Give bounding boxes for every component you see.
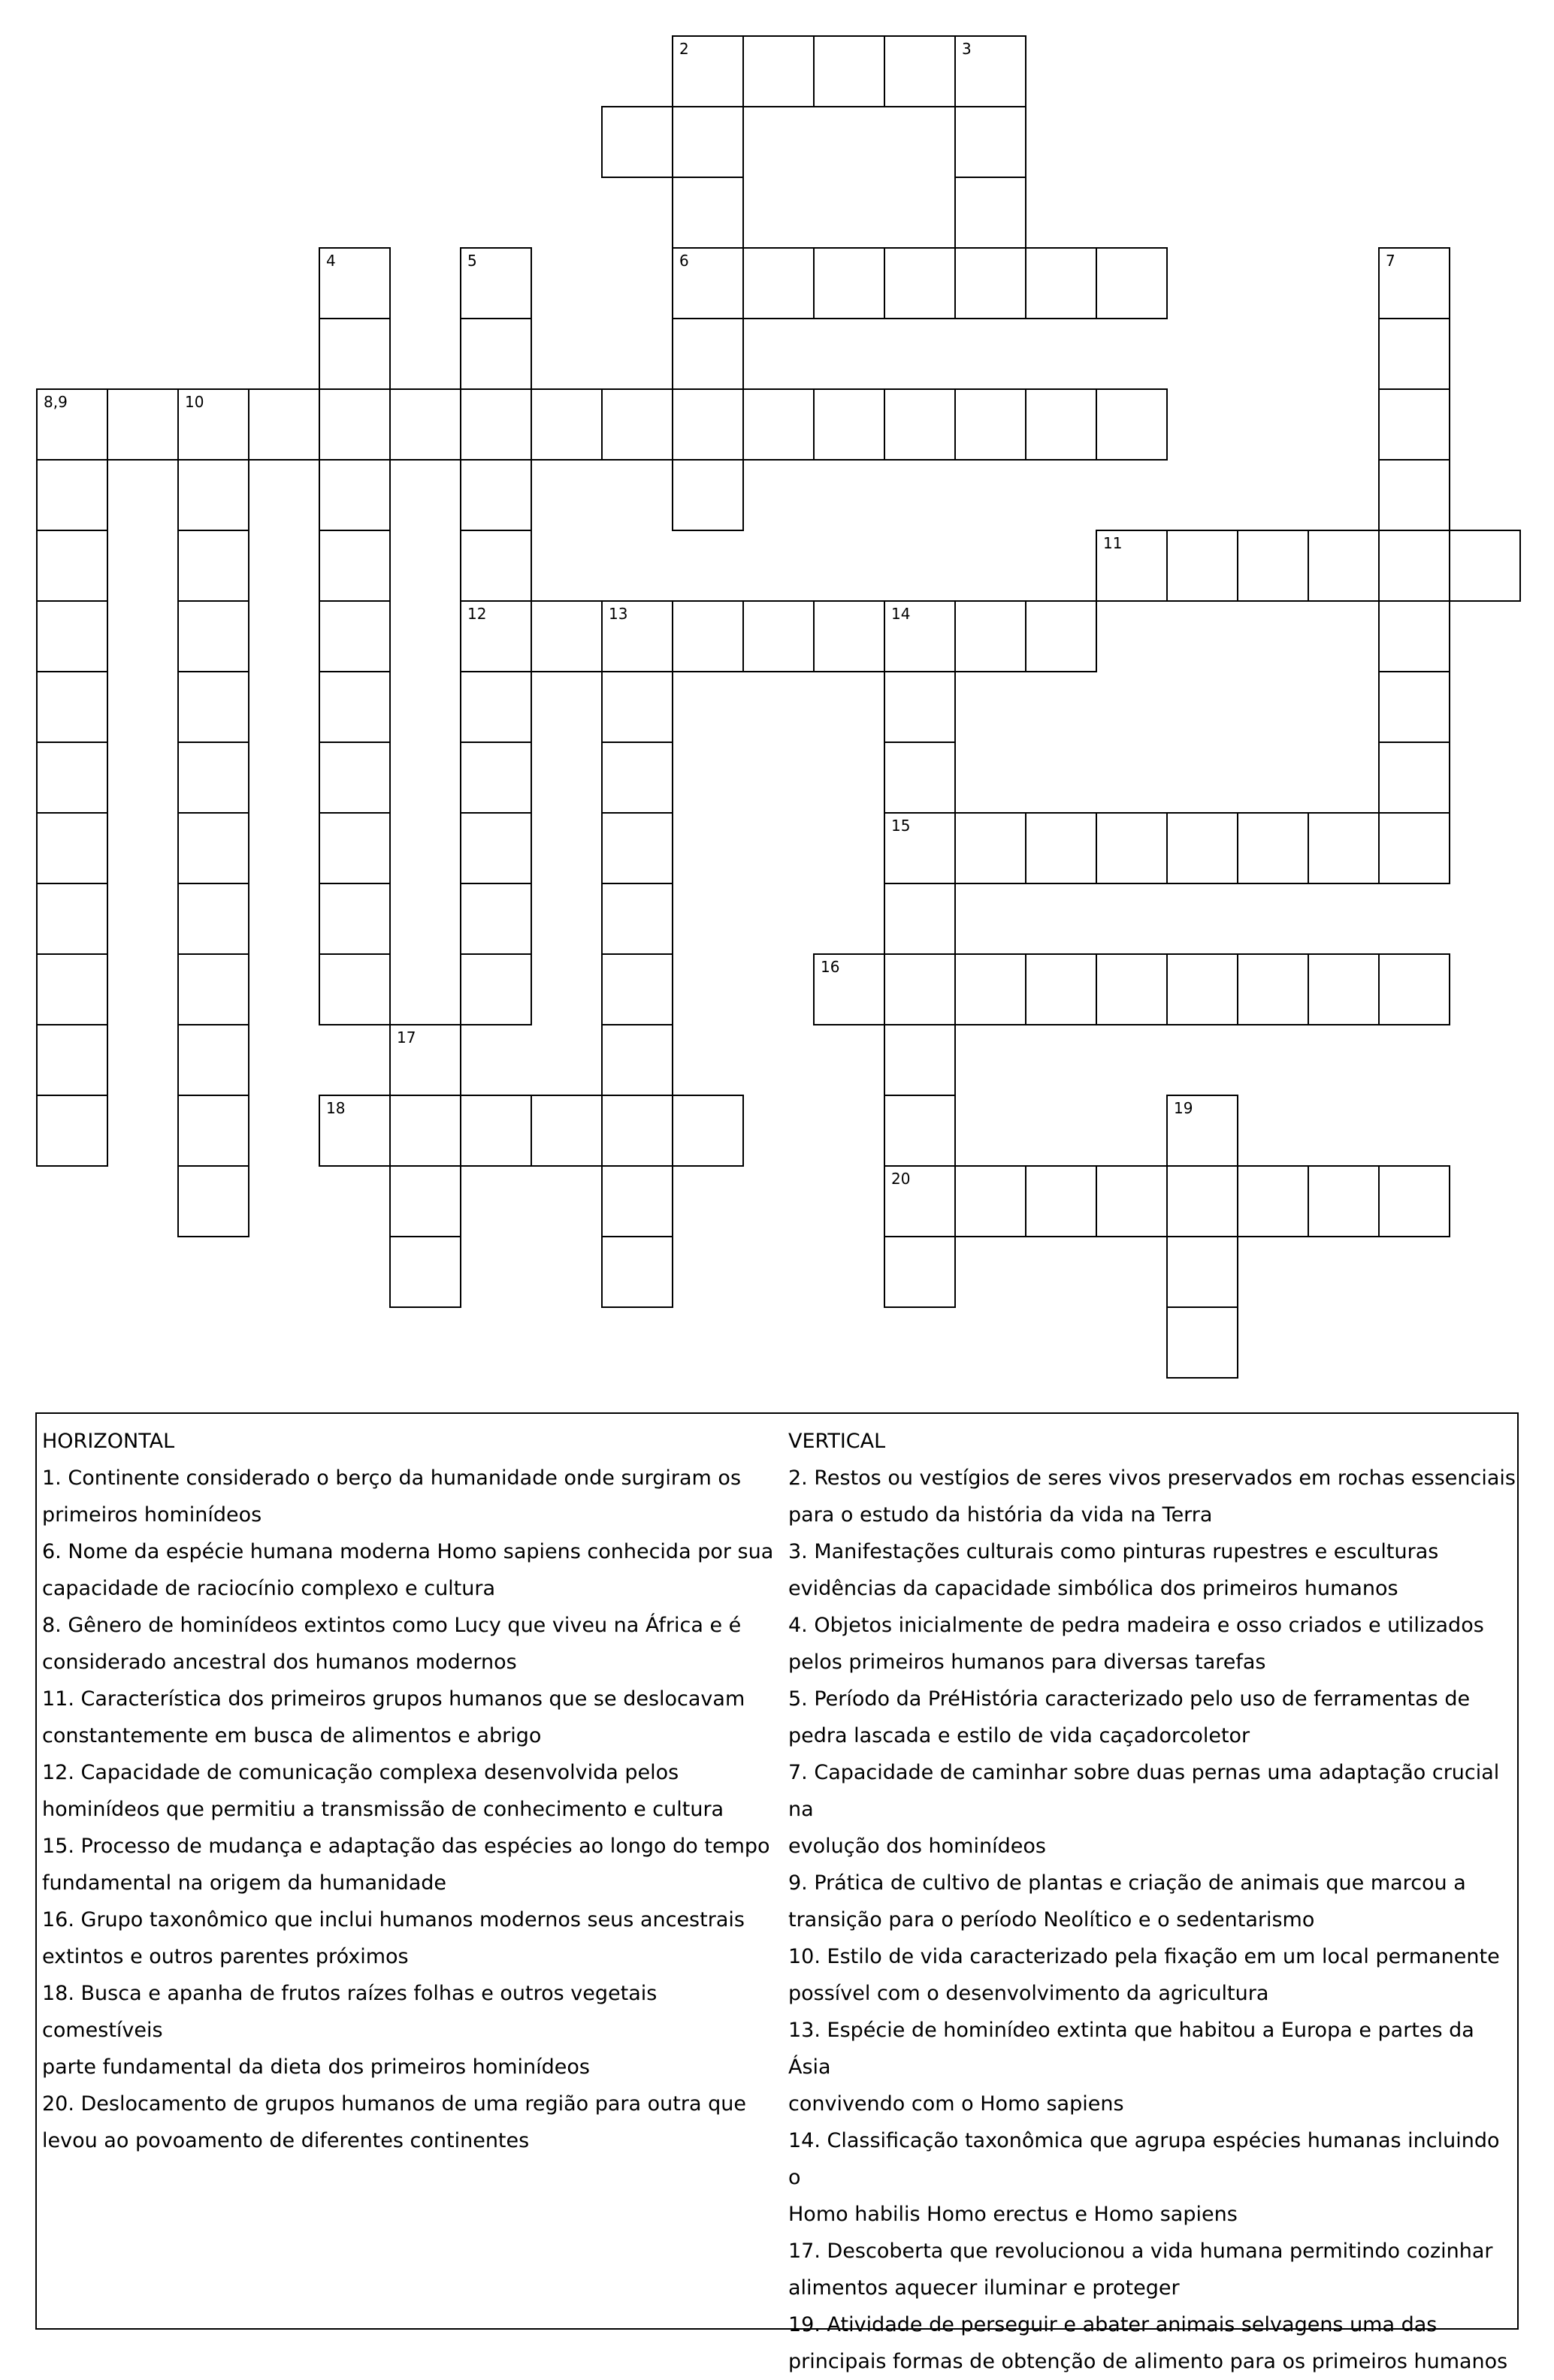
crossword-cell[interactable] <box>884 247 956 319</box>
crossword-cell[interactable] <box>884 741 956 814</box>
crossword-cell[interactable] <box>954 177 1026 249</box>
crossword-cell[interactable] <box>672 388 744 461</box>
crossword-cell[interactable] <box>36 741 108 814</box>
crossword-cell[interactable] <box>1308 1165 1380 1237</box>
crossword-cell[interactable] <box>672 35 744 107</box>
clue-number: 3 <box>962 40 972 58</box>
crossword-cell[interactable] <box>319 318 391 390</box>
crossword-cell[interactable] <box>672 106 744 178</box>
vertical-clue-19: 19. Atividade de perseguir e abater animais selvagens uma das principais formas de obtenção de alimento para os primeiros humanos <box>788 2313 1508 2373</box>
crossword-cell[interactable] <box>319 671 391 743</box>
clue-number: 8,9 <box>44 393 68 411</box>
crossword-cell[interactable] <box>1025 247 1097 319</box>
horizontal-clue-8: 8. Gênero de hominídeos extintos como Lucy que viveu na África e é considerado ancestral dos humanos modernos <box>42 1614 742 1674</box>
crossword-cell[interactable] <box>460 247 532 319</box>
crossword-cell[interactable] <box>1025 953 1097 1025</box>
crossword-cell[interactable] <box>672 247 744 319</box>
clue-number: 13 <box>609 605 628 623</box>
clue-number: 16 <box>821 958 840 976</box>
crossword-cell[interactable] <box>954 247 1026 319</box>
crossword-cell[interactable] <box>36 459 108 531</box>
crossword-cell[interactable] <box>672 600 744 672</box>
crossword-cell[interactable] <box>601 388 673 461</box>
crossword-cell[interactable] <box>1378 953 1450 1025</box>
crossword-cell[interactable] <box>319 388 391 461</box>
vertical-clue-5: 5. Período da PréHistória caracterizado pelo uso de ferramentas de pedra lascada e estilo de vida caçadorcoletor <box>788 1687 1471 1747</box>
crossword-cell[interactable] <box>177 812 249 884</box>
crossword-cell[interactable] <box>36 530 108 602</box>
clue-number: 18 <box>326 1099 346 1117</box>
crossword-cell[interactable] <box>177 741 249 814</box>
crossword-cell[interactable] <box>1166 812 1238 884</box>
crossword-cell[interactable] <box>1025 1165 1097 1237</box>
crossword-cell[interactable] <box>884 953 956 1025</box>
crossword-cell[interactable] <box>177 530 249 602</box>
crossword-cell[interactable] <box>1378 1165 1450 1237</box>
horizontal-clue-11: 11. Característica dos primeiros grupos humanos que se deslocavam constantemente em busca de alimentos e abrigo <box>42 1687 745 1747</box>
crossword-cell[interactable] <box>319 459 391 531</box>
crossword-cell[interactable] <box>1166 1165 1238 1237</box>
crossword-cell[interactable] <box>601 600 673 672</box>
crossword-cell[interactable] <box>672 318 744 390</box>
crossword-cell[interactable] <box>460 671 532 743</box>
crossword-cell[interactable] <box>36 812 108 884</box>
crossword-cell[interactable] <box>389 1236 461 1308</box>
crossword-cell[interactable] <box>1308 530 1380 602</box>
crossword-cell[interactable] <box>107 388 179 461</box>
crossword-cell[interactable] <box>601 1165 673 1237</box>
crossword-cell[interactable] <box>1378 247 1450 319</box>
crossword-cell[interactable] <box>1237 530 1309 602</box>
crossword-cell[interactable] <box>177 388 249 461</box>
clue-number: 6 <box>679 252 689 270</box>
crossword-cell[interactable] <box>742 600 815 672</box>
crossword-cell[interactable] <box>36 953 108 1025</box>
vertical-heading: VERTICAL <box>788 1430 886 1453</box>
crossword-cell[interactable] <box>460 459 532 531</box>
crossword-cell[interactable] <box>1378 600 1450 672</box>
clue-number: 15 <box>891 817 911 835</box>
crossword-cell[interactable] <box>1237 953 1309 1025</box>
crossword-cell[interactable] <box>460 388 532 461</box>
crossword-cell[interactable] <box>954 106 1026 178</box>
crossword-cell[interactable] <box>460 318 532 390</box>
crossword-cell[interactable] <box>1096 1165 1168 1237</box>
crossword-cell[interactable] <box>884 35 956 107</box>
crossword-cell[interactable] <box>601 1095 673 1167</box>
crossword-cell[interactable] <box>884 1236 956 1308</box>
crossword-cell[interactable] <box>1025 600 1097 672</box>
crossword-cell[interactable] <box>36 388 108 461</box>
clue-number: 17 <box>397 1028 416 1047</box>
clue-number: 14 <box>891 605 911 623</box>
crossword-cell[interactable] <box>1237 812 1309 884</box>
crossword-cell[interactable] <box>36 1095 108 1167</box>
crossword-cell[interactable] <box>1166 530 1238 602</box>
crossword-cell[interactable] <box>531 388 603 461</box>
crossword-cell[interactable] <box>1166 1306 1238 1379</box>
clue-number: 20 <box>891 1170 911 1188</box>
crossword-cell[interactable] <box>389 1095 461 1167</box>
crossword-cell[interactable] <box>742 35 815 107</box>
crossword-cell[interactable] <box>813 600 885 672</box>
crossword-cell[interactable] <box>884 1024 956 1096</box>
vertical-clue-3: 3. Manifestações culturais como pinturas rupestres e esculturas evidências da capacidade simbólica dos primeiros humanos <box>788 1540 1439 1600</box>
crossword-cell[interactable] <box>884 600 956 672</box>
horizontal-clue-15: 15. Processo de mudança e adaptação das espécies ao longo do tempo fundamental na origem da humanidade <box>42 1835 770 1895</box>
crossword-cell[interactable] <box>884 1165 956 1237</box>
crossword-cell[interactable] <box>601 741 673 814</box>
crossword-cell[interactable] <box>319 1095 391 1167</box>
horizontal-heading: HORIZONTAL <box>42 1430 175 1453</box>
crossword-cell[interactable] <box>1378 741 1450 814</box>
crossword-cell[interactable] <box>672 1095 744 1167</box>
horizontal-clue-1: 1. Continente considerado o berço da humanidade onde surgiram os primeiros hominídeos <box>42 1466 742 1527</box>
vertical-clue-10: 10. Estilo de vida caracterizado pela fixação em um local permanente possível com o desenvolvimento da agricultura <box>788 1945 1500 2005</box>
crossword-cell[interactable] <box>177 1095 249 1167</box>
crossword-cell[interactable] <box>884 1095 956 1167</box>
crossword-cell[interactable] <box>177 883 249 955</box>
crossword-cell[interactable] <box>531 600 603 672</box>
crossword-cell[interactable] <box>813 35 885 107</box>
crossword-cell[interactable] <box>1096 388 1168 461</box>
crossword-cell[interactable] <box>601 106 673 178</box>
crossword-cell[interactable] <box>36 600 108 672</box>
clue-number: 19 <box>1174 1099 1193 1117</box>
crossword-cell[interactable] <box>389 1024 461 1096</box>
crossword-cell[interactable] <box>36 671 108 743</box>
crossword-cell[interactable] <box>813 953 885 1025</box>
crossword-cell[interactable] <box>954 1165 1026 1237</box>
clue-number: 5 <box>467 252 477 270</box>
crossword-cell[interactable] <box>1237 1165 1309 1237</box>
crossword-cell[interactable] <box>1166 1095 1238 1167</box>
crossword-cell[interactable] <box>1096 530 1168 602</box>
crossword-cell[interactable] <box>1378 671 1450 743</box>
crossword-cell[interactable] <box>36 1024 108 1096</box>
clue-number: 7 <box>1386 252 1395 270</box>
crossword-cell[interactable] <box>954 953 1026 1025</box>
crossword-cell[interactable] <box>389 1165 461 1237</box>
vertical-clue-2: 2. Restos ou vestígios de seres vivos preservados em rochas essenciais para o estudo da história da vida na Terra <box>788 1466 1516 1527</box>
crossword-cell[interactable] <box>813 247 885 319</box>
crossword-cell[interactable] <box>601 671 673 743</box>
clues-box <box>35 1412 1519 2373</box>
crossword-cell[interactable] <box>460 1095 532 1167</box>
crossword-cell[interactable] <box>742 388 815 461</box>
crossword-cell[interactable] <box>601 953 673 1025</box>
vertical-clue-9: 9. Prática de cultivo de plantas e criação de animais que marcou a transição para o período Neolítico e o sedentarismo <box>788 1871 1466 1931</box>
crossword-cell[interactable] <box>460 812 532 884</box>
crossword-cell[interactable] <box>177 671 249 743</box>
crossword-cell[interactable] <box>954 600 1026 672</box>
crossword-cell[interactable] <box>954 812 1026 884</box>
crossword-cell[interactable] <box>319 600 391 672</box>
crossword-cell[interactable] <box>460 741 532 814</box>
crossword-cell[interactable] <box>319 741 391 814</box>
horizontal-clue-12: 12. Capacidade de comunicação complexa desenvolvida pelos hominídeos que permitiu a transmissão de conhecimento e cultura <box>42 1761 724 1821</box>
crossword-cell[interactable] <box>531 1095 603 1167</box>
crossword-cell[interactable] <box>319 530 391 602</box>
crossword-cell[interactable] <box>319 883 391 955</box>
crossword-cell[interactable] <box>177 600 249 672</box>
crossword-cell[interactable] <box>672 459 744 531</box>
crossword-cell[interactable] <box>460 600 532 672</box>
crossword-cell[interactable] <box>884 883 956 955</box>
crossword-cell[interactable] <box>319 812 391 884</box>
crossword-cell[interactable] <box>177 1165 249 1237</box>
crossword-cell[interactable] <box>1308 812 1380 884</box>
crossword-cell[interactable] <box>884 671 956 743</box>
crossword-cell[interactable] <box>1449 530 1521 602</box>
clue-number: 12 <box>467 605 487 623</box>
crossword-cell[interactable] <box>601 1024 673 1096</box>
crossword-cell[interactable] <box>1378 459 1450 531</box>
horizontal-clue-20: 20. Deslocamento de grupos humanos de uma região para outra que levou ao povoamento de diferentes continentes <box>42 2092 746 2152</box>
vertical-clue-14: 14. Classificação taxonômica que agrupa espécies humanas incluindo o Homo habilis Homo erectus e Homo sapiens <box>788 2129 1500 2226</box>
crossword-cell[interactable] <box>389 388 461 461</box>
crossword-cell[interactable] <box>884 388 956 461</box>
crossword-cell[interactable] <box>177 459 249 531</box>
horizontal-clue-16: 16. Grupo taxonômico que inclui humanos modernos seus ancestrais extintos e outros parentes próximos <box>42 1908 745 1968</box>
crossword-cell[interactable] <box>1166 953 1238 1025</box>
crossword-cell[interactable] <box>319 953 391 1025</box>
crossword-cell[interactable] <box>460 953 532 1025</box>
crossword-cell[interactable] <box>1096 953 1168 1025</box>
vertical-clue-13: 13. Espécie de hominídeo extinta que habitou a Europa e partes da Ásia convivendo com o Homo sapiens <box>788 2019 1474 2116</box>
crossword-cell[interactable] <box>460 883 532 955</box>
crossword-cell[interactable] <box>1378 318 1450 390</box>
crossword-cell[interactable] <box>1025 812 1097 884</box>
clue-number: 10 <box>185 393 204 411</box>
crossword-cell[interactable] <box>672 177 744 249</box>
vertical-clue-7: 7. Capacidade de caminhar sobre duas pernas uma adaptação crucial na evolução dos hominídeos <box>788 1761 1500 1858</box>
clue-number: 4 <box>326 252 336 270</box>
crossword-cell[interactable] <box>1308 953 1380 1025</box>
vertical-clue-17: 17. Descoberta que revolucionou a vida humana permitindo cozinhar alimentos aquecer iluminar e proteger <box>788 2240 1493 2300</box>
crossword-cell[interactable] <box>248 388 320 461</box>
crossword-cell[interactable] <box>36 883 108 955</box>
crossword-cell[interactable] <box>1378 812 1450 884</box>
crossword-cell[interactable] <box>954 35 1026 107</box>
crossword-cell[interactable] <box>601 883 673 955</box>
crossword-cell[interactable] <box>1378 530 1450 602</box>
horizontal-clue-18: 18. Busca e apanha de frutos raízes folhas e outros vegetais comestíveis parte fundamental da dieta dos primeiros hominídeos <box>42 1982 658 2079</box>
crossword-cell[interactable] <box>1096 812 1168 884</box>
crossword-cell[interactable] <box>601 812 673 884</box>
vertical-clue-4: 4. Objetos inicialmente de pedra madeira e osso criados e utilizados pelos primeiros humanos para diversas tarefas <box>788 1614 1484 1674</box>
crossword-cell[interactable] <box>1025 388 1097 461</box>
crossword-cell[interactable] <box>742 247 815 319</box>
crossword-cell[interactable] <box>884 812 956 884</box>
crossword-cell[interactable] <box>177 953 249 1025</box>
crossword-cell[interactable] <box>954 388 1026 461</box>
crossword-cell[interactable] <box>1378 388 1450 461</box>
clue-number: 11 <box>1103 534 1123 552</box>
horizontal-clues-column <box>42 1423 779 2159</box>
clue-number: 2 <box>679 40 689 58</box>
crossword-cell[interactable] <box>1166 1236 1238 1308</box>
horizontal-clue-6: 6. Nome da espécie humana moderna Homo sapiens conhecida por sua capacidade de raciocínio complexo e cultura <box>42 1540 774 1600</box>
crossword-cell[interactable] <box>813 388 885 461</box>
vertical-clues-column <box>788 1423 1517 2380</box>
crossword-cell[interactable] <box>1096 247 1168 319</box>
crossword-cell[interactable] <box>177 1024 249 1096</box>
crossword-cell[interactable] <box>319 247 391 319</box>
crossword-cell[interactable] <box>601 1236 673 1308</box>
crossword-cell[interactable] <box>460 530 532 602</box>
